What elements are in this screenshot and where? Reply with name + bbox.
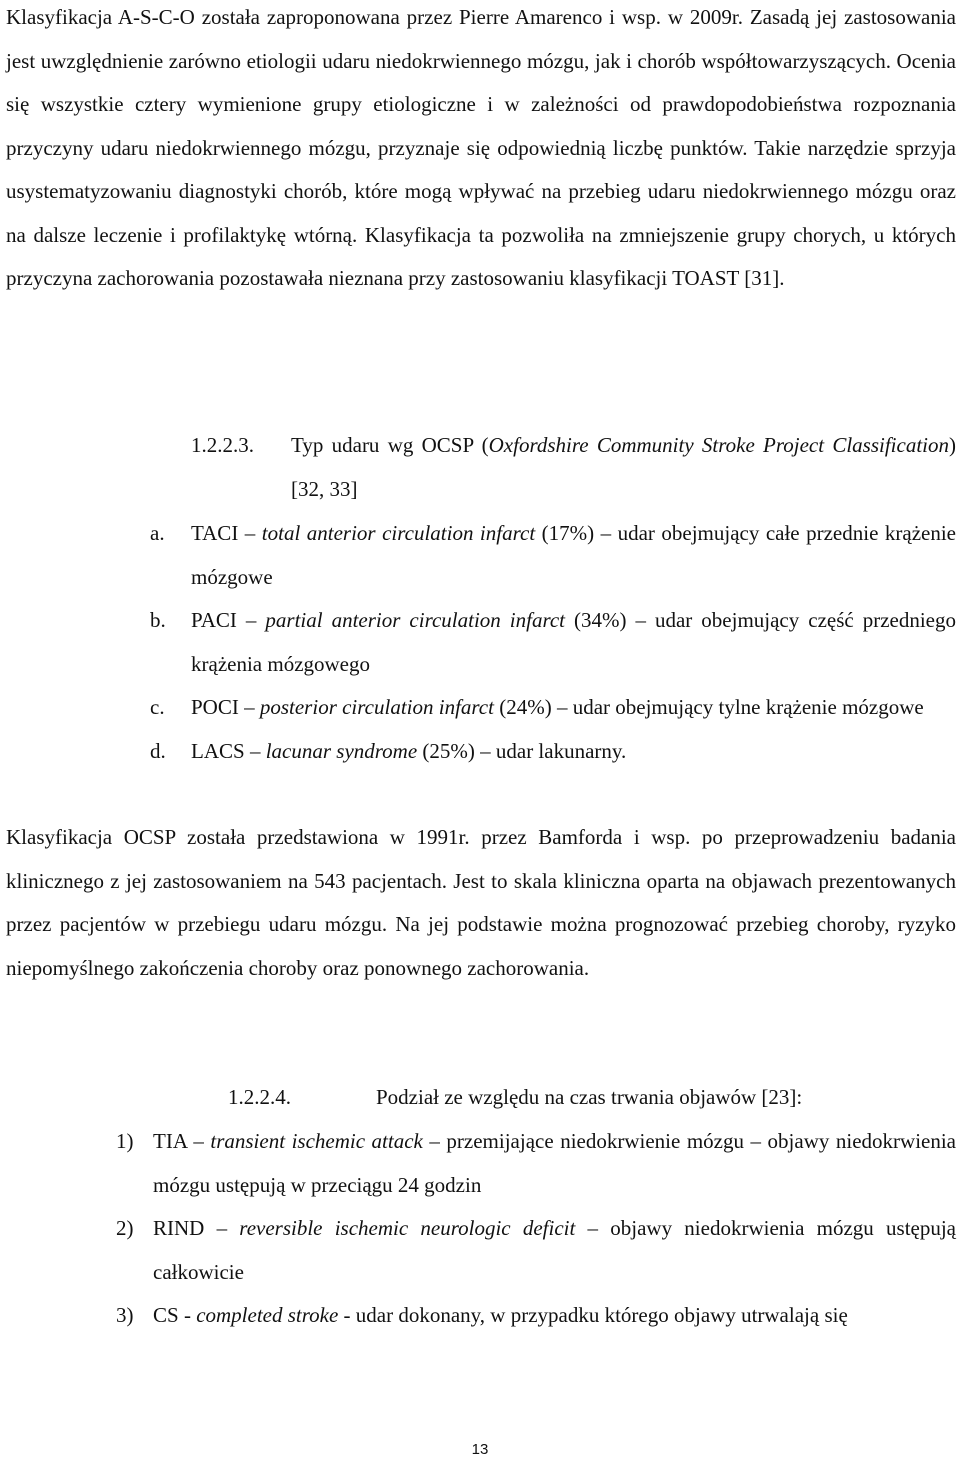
ocsp-list <box>150 512 956 773</box>
item-term: completed stroke <box>196 1303 339 1327</box>
item-rest: – objawy niedokrwienia mózgu ustępują całkowicie <box>153 1216 957 1284</box>
item-abbr: RIND <box>153 1216 205 1240</box>
list-marker: d. <box>150 738 166 763</box>
list-item <box>150 599 956 686</box>
heading-text: Podział ze względu na czas trwania objawów [23]: <box>376 1085 803 1109</box>
item-abbr: LACS <box>191 738 245 763</box>
list-marker: a. <box>150 521 165 545</box>
item-dash: – <box>204 1216 240 1240</box>
heading-text-italic: Oxfordshire Community Stroke Project Classification <box>488 433 949 457</box>
heading-text-pre: Typ udaru wg OCSP ( <box>291 433 489 457</box>
heading-number: 1.2.2.3. <box>191 433 254 457</box>
item-term: partial anterior circulation infarct <box>265 608 566 632</box>
list-marker: b. <box>150 608 166 632</box>
item-rest: (17%) – udar obejmujący całe przednie krążenie mózgowe <box>191 521 956 589</box>
item-dash: – <box>236 608 266 632</box>
heading-text <box>291 424 956 511</box>
item-dash: – <box>238 521 262 545</box>
item-rest: (25%) – udar lakunarny. <box>417 738 627 763</box>
item-term: reversible ischemic neurologic deficit <box>239 1216 576 1240</box>
page-number: 13 <box>471 1441 489 1458</box>
item-dash: – <box>186 1129 211 1153</box>
item-abbr: PACI <box>191 608 237 632</box>
duration-list <box>116 1120 956 1338</box>
list-marker: 3) <box>116 1303 134 1327</box>
item-term: transient ischemic attack <box>210 1129 423 1153</box>
heading-ocsp <box>191 424 960 511</box>
item-rest: (24%) – udar obejmujący tylne krążenie mózgowe <box>493 695 924 719</box>
item-rest: - udar dokonany, w przypadku którego objawy utrwalają się <box>338 1303 848 1327</box>
list-item <box>116 1120 956 1207</box>
list-marker: c. <box>150 695 165 719</box>
item-abbr: TIA <box>153 1129 187 1153</box>
heading-duration <box>228 1076 928 1120</box>
list-item <box>150 686 956 730</box>
item-dash: – <box>244 738 266 763</box>
list-item <box>116 1294 956 1338</box>
item-rest: (34%) – udar obejmujący część przedniego krążenia mózgowego <box>191 608 956 676</box>
paragraph-asco: Klasyfikacja A-S-C-O została zaproponowana przez Pierre Amarenco i wsp. w 2009r. Zasadą jej zastosowania jest uwzględnienie zarówno etiologii udaru niedokrwiennego mózgu, jak i chorób współtowarzyszących. Ocenia się wszystkie cztery wymienione grupy etiologiczne i w zależności od prawdopodobieństwa rozpoznania przyczyny udaru niedokrwiennego mózgu, przyznaje się odpowiednią liczbę punktów. Takie narzędzie sprzyja usystematyzowaniu diagnostyki chorób, które mogą wpływać na przebieg udaru niedokrwiennego mózgu oraz na dalsze leczenie i profilaktykę wtórną. Klasyfikacja ta pozwoliła na zmniejszenie grupy chorych, u których przyczyna zachorowania pozostawała nieznana przy zastosowaniu klasyfikacji TOAST [31]. <box>6 5 956 290</box>
list-marker: 1) <box>116 1129 134 1153</box>
item-rest: – przemijające niedokrwienie mózgu – objawy niedokrwienia mózgu ustępują w przeciągu 24 godzin <box>153 1129 957 1197</box>
list-item <box>150 512 956 599</box>
item-abbr: TACI <box>191 521 239 545</box>
item-term: posterior circulation infarct <box>259 695 494 719</box>
list-item <box>116 1207 956 1294</box>
heading-number: 1.2.2.4. <box>228 1085 291 1109</box>
heading-text-post: ) [32, 33] <box>291 433 956 501</box>
paragraph-ocsp: Klasyfikacja OCSP została przedstawiona w 1991r. przez Bamforda i wsp. po przeprowadzeniu badania klinicznego z jej zastosowaniem na 543 pacjentach. Jest to skala kliniczna oparta na objawach prezentowanych przez pacjentów w przebiegu udaru mózgu. Na jej podstawie można prognozować przebieg choroby, ryzyko niepomyślnego zakończenia choroby oraz ponownego zachorowania. <box>6 825 956 980</box>
item-abbr: CS <box>153 1303 179 1327</box>
item-abbr: POCI <box>191 695 239 719</box>
list-item <box>150 730 956 774</box>
item-term: total anterior circulation infarct <box>261 521 536 545</box>
list-marker: 2) <box>116 1216 134 1240</box>
item-dash: – <box>238 695 260 719</box>
item-dash: - <box>178 1303 197 1327</box>
item-term: lacunar syndrome <box>265 738 418 763</box>
